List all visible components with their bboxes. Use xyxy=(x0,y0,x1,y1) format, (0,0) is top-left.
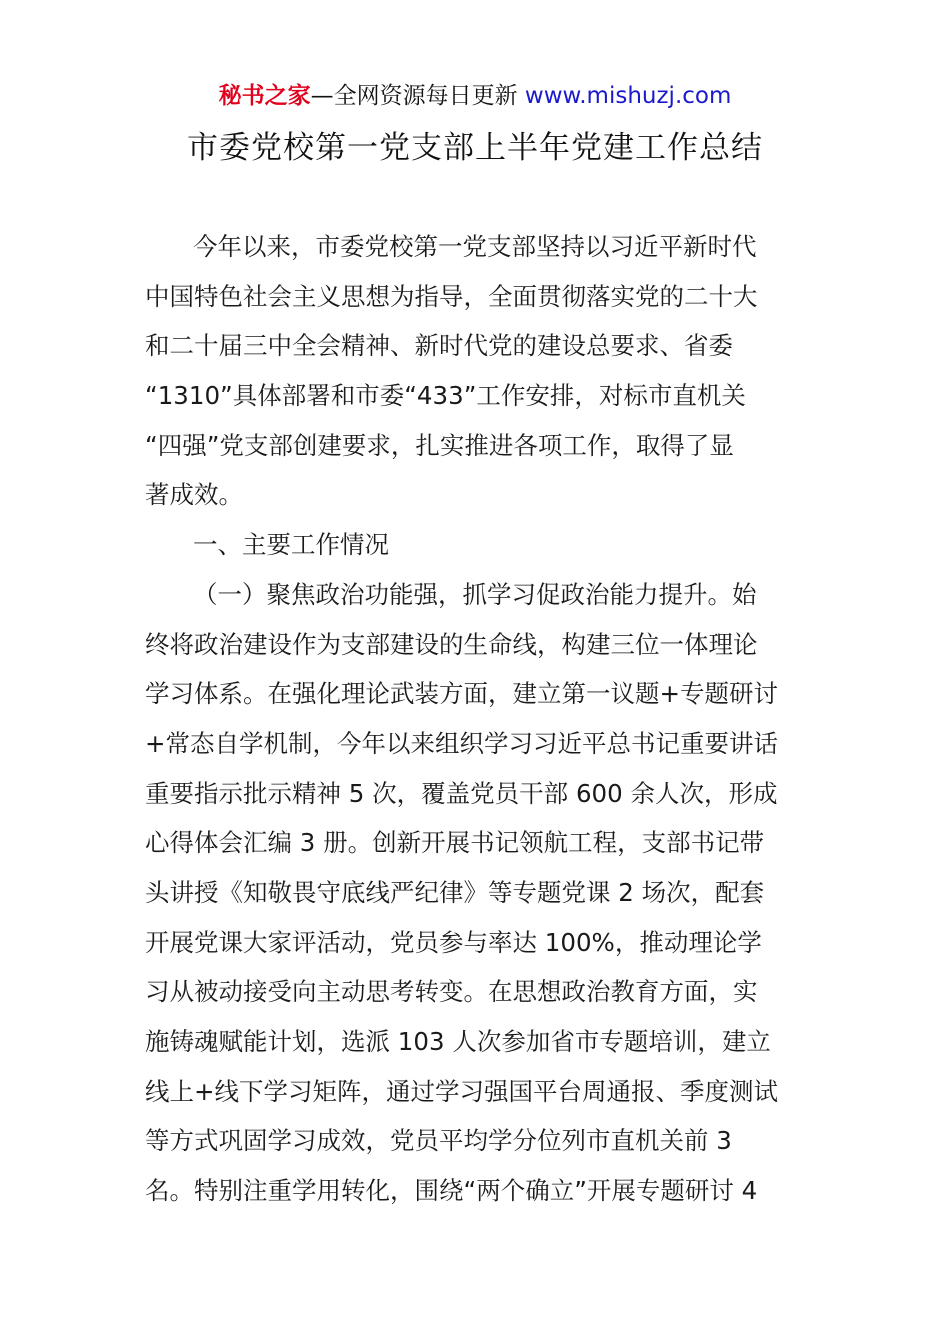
body-line: 著成效。 xyxy=(145,480,243,510)
site-header xyxy=(0,80,950,112)
document-body xyxy=(145,222,807,1216)
body-line: +常态自学机制，今年以来组织学习习近平总书记重要讲话 xyxy=(145,728,779,758)
body-line: 学习体系。在强化理论武装方面，建立第一议题+专题研讨 xyxy=(145,679,779,709)
body-line: 名。特别注重学用转化，围绕“两个确立”开展专题研讨 4 xyxy=(145,1176,758,1206)
body-line: 等方式巩固学习成效，党员平均学分位列市直机关前 3 xyxy=(145,1126,732,1156)
body-line: 线上+线下学习矩阵，通过学习强国平台周通报、季度测试 xyxy=(145,1076,779,1106)
body-line: 习从被动接受向主动思考转变。在思想政治教育方面，实 xyxy=(145,977,758,1007)
body-line: 心得体会汇编 3 册。创新开展书记领航工程，支部书记带 xyxy=(145,828,765,858)
body-line: 头讲授《知敬畏守底线严纪律》等专题党课 2 场次，配套 xyxy=(145,877,765,907)
body-line: “四强”党支部创建要求，扎实推进各项工作，取得了显 xyxy=(145,430,734,460)
body-line: 终将政治建设作为支部建设的生命线，构建三位一体理论 xyxy=(145,629,758,659)
section-heading: 一、主要工作情况 xyxy=(193,530,389,560)
body-line: “1310”具体部署和市委“433”工作安排，对标市直机关 xyxy=(145,381,746,411)
body-line: 和二十届三中全会精神、新时代党的建设总要求、省委 xyxy=(145,331,733,361)
body-line: 重要指示批示精神 5 次，覆盖党员干部 600 余人次，形成 xyxy=(145,778,778,808)
body-line: 中国特色社会主义思想为指导，全面贯彻落实党的二十大 xyxy=(145,281,758,311)
body-line: （一）聚焦政治功能强，抓学习促政治能力提升。始 xyxy=(193,579,757,609)
brand-name: 秘书之家 xyxy=(218,83,311,109)
header-tagline: —全网资源每日更新 xyxy=(310,83,518,109)
body-line: 开展党课大家评活动，党员参与率达 100%，推动理论学 xyxy=(145,927,762,957)
body-line: 今年以来，市委党校第一党支部坚持以习近平新时代 xyxy=(193,232,757,261)
site-url[interactable]: www.mishuzj.com xyxy=(524,83,732,109)
body-line: 施铸魂赋能计划，选派 103 人次参加省市专题培训，建立 xyxy=(145,1027,771,1056)
document-title: 市委党校第一党支部上半年党建工作总结 xyxy=(187,130,763,166)
